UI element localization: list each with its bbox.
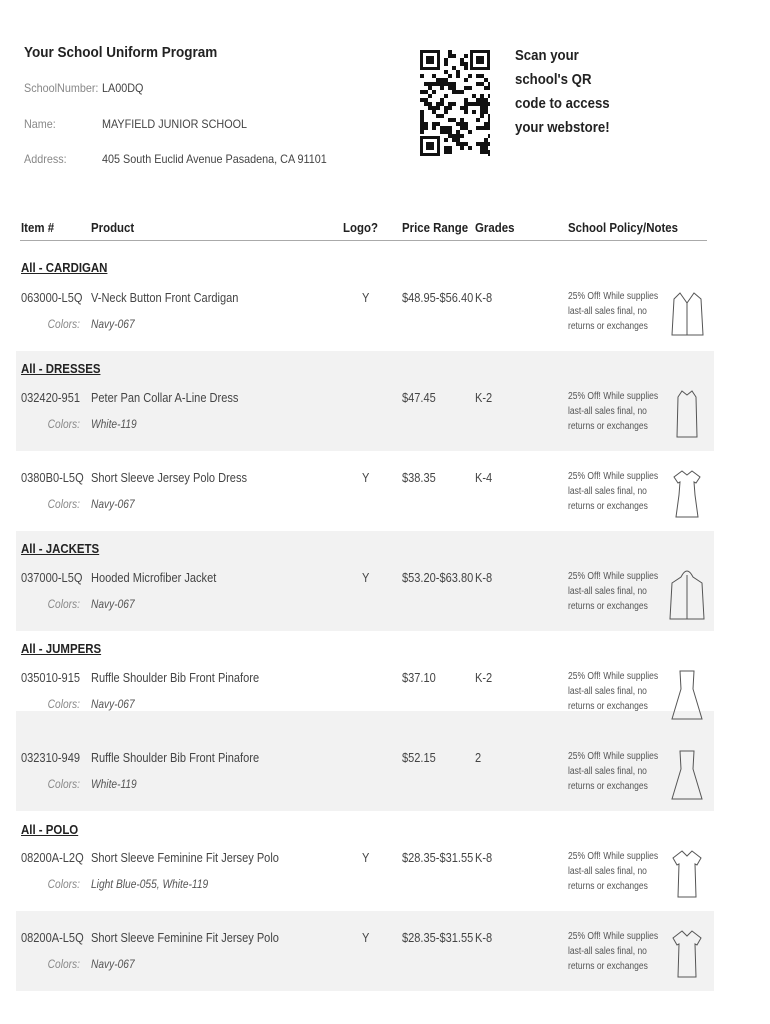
- price-range: $52.15: [402, 750, 436, 765]
- price-range: $28.35-$31.55: [402, 930, 474, 945]
- grades: K-8: [475, 290, 493, 305]
- product-name: Short Sleeve Jersey Polo Dress: [91, 470, 248, 485]
- school-name-value: MAYFIELD JUNIOR SCHOOL: [102, 117, 248, 131]
- address-value: 405 South Euclid Avenue Pasadena, CA 91101: [102, 152, 327, 166]
- product-name: Ruffle Shoulder Bib Front Pinafore: [91, 750, 260, 765]
- qr-instructions: Scan your school's QR code to access your webstore!: [515, 47, 610, 136]
- logo-flag: Y: [362, 930, 370, 945]
- grades: K-4: [475, 470, 493, 485]
- jacket-icon[interactable]: [668, 565, 706, 625]
- price-range: $48.95-$56.40: [402, 290, 474, 305]
- colors-value: Navy-067: [91, 697, 135, 711]
- price-range: $38.35: [402, 470, 436, 485]
- col-price: Price Range: [402, 220, 469, 235]
- polo-shirt-icon[interactable]: [668, 845, 706, 905]
- policy-notes: 25% Off! While supplies last-all sales final, no returns or exchanges: [568, 291, 659, 332]
- product-name: Peter Pan Collar A-Line Dress: [91, 390, 239, 405]
- table-row[interactable]: [0, 930, 770, 990]
- item-number: 037000-L5Q: [21, 570, 83, 585]
- colors-label: Colors:: [47, 957, 80, 971]
- item-number: 032420-951: [21, 390, 80, 405]
- policy-notes: 25% Off! While supplies last-all sales final, no returns or exchanges: [568, 471, 659, 512]
- table-row[interactable]: [0, 390, 770, 450]
- price-range: $47.45: [402, 390, 436, 405]
- item-number: 032310-949: [21, 750, 80, 765]
- logo-flag: Y: [362, 470, 370, 485]
- policy-notes: 25% Off! While supplies last-all sales final, no returns or exchanges: [568, 571, 659, 612]
- table-row[interactable]: [0, 750, 770, 810]
- table-row[interactable]: [0, 670, 770, 730]
- item-number: 08200A-L2Q: [21, 850, 84, 865]
- polo-dress-icon[interactable]: [668, 465, 706, 525]
- colors-label: Colors:: [47, 877, 80, 891]
- product-name: V-Neck Button Front Cardigan: [91, 290, 239, 305]
- pinafore-icon[interactable]: [668, 665, 706, 725]
- address-label: Address:: [24, 152, 67, 166]
- item-number: 035010-915: [21, 670, 80, 685]
- colors-label: Colors:: [47, 317, 80, 331]
- grades: 2: [475, 750, 482, 765]
- table-row[interactable]: [0, 290, 770, 350]
- grades: K-8: [475, 570, 493, 585]
- product-name: Ruffle Shoulder Bib Front Pinafore: [91, 670, 260, 685]
- product-name: Short Sleeve Feminine Fit Jersey Polo: [91, 930, 279, 945]
- colors-label: Colors:: [47, 497, 80, 511]
- policy-notes: 25% Off! While supplies last-all sales final, no returns or exchanges: [568, 671, 659, 712]
- category-cardigan: All - CARDIGAN: [21, 260, 108, 275]
- price-range: $28.35-$31.55: [402, 850, 474, 865]
- table-row[interactable]: [0, 850, 770, 910]
- category-dresses: All - DRESSES: [21, 361, 101, 376]
- colors-value: Navy-067: [91, 497, 135, 511]
- product-name: Hooded Microfiber Jacket: [91, 570, 217, 585]
- logo-flag: Y: [362, 850, 370, 865]
- item-number: 063000-L5Q: [21, 290, 83, 305]
- logo-flag: Y: [362, 570, 370, 585]
- policy-notes: 25% Off! While supplies last-all sales final, no returns or exchanges: [568, 751, 659, 792]
- colors-value: White-119: [91, 417, 137, 431]
- colors-value: White-119: [91, 777, 137, 791]
- col-logo: Logo?: [343, 220, 378, 235]
- col-notes: School Policy/Notes: [568, 220, 678, 235]
- category-jumpers: All - JUMPERS: [21, 641, 102, 656]
- school-number-label: SchoolNumber:: [24, 81, 99, 95]
- grades: K-8: [475, 930, 493, 945]
- grades: K-2: [475, 390, 493, 405]
- grades: K-8: [475, 850, 493, 865]
- cardigan-icon[interactable]: [668, 285, 706, 345]
- colors-label: Colors:: [47, 597, 80, 611]
- polo-shirt-icon[interactable]: [668, 925, 706, 985]
- colors-value: Navy-067: [91, 957, 135, 971]
- col-product: Product: [91, 220, 135, 235]
- category-jackets: All - JACKETS: [21, 541, 100, 556]
- school-number-value: LA00DQ: [102, 81, 144, 95]
- program-title: Your School Uniform Program: [24, 44, 218, 61]
- category-polo: All - POLO: [21, 822, 79, 837]
- colors-label: Colors:: [47, 777, 80, 791]
- item-number: 0380B0-L5Q: [21, 470, 84, 485]
- price-range: $37.10: [402, 670, 436, 685]
- col-item: Item #: [21, 220, 55, 235]
- table-row[interactable]: [0, 570, 770, 630]
- colors-value: Light Blue-055, White-119: [91, 877, 209, 891]
- colors-label: Colors:: [47, 697, 80, 711]
- table-row[interactable]: [0, 470, 770, 530]
- policy-notes: 25% Off! While supplies last-all sales final, no returns or exchanges: [568, 931, 659, 972]
- item-number: 08200A-L5Q: [21, 930, 84, 945]
- price-range: $53.20-$63.80: [402, 570, 474, 585]
- colors-value: Navy-067: [91, 597, 135, 611]
- school-name-label: Name:: [24, 117, 56, 131]
- col-grades: Grades: [475, 220, 515, 235]
- product-name: Short Sleeve Feminine Fit Jersey Polo: [91, 850, 279, 865]
- colors-label: Colors:: [47, 417, 80, 431]
- logo-flag: Y: [362, 290, 370, 305]
- program-header: [24, 44, 744, 174]
- policy-notes: 25% Off! While supplies last-all sales final, no returns or exchanges: [568, 391, 659, 432]
- qr-code-icon[interactable]: [420, 50, 490, 156]
- header-divider: [20, 240, 707, 241]
- dress-icon[interactable]: [668, 385, 706, 445]
- policy-notes: 25% Off! While supplies last-all sales final, no returns or exchanges: [568, 851, 659, 892]
- pinafore-icon[interactable]: [668, 745, 706, 805]
- grades: K-2: [475, 670, 493, 685]
- colors-value: Navy-067: [91, 317, 135, 331]
